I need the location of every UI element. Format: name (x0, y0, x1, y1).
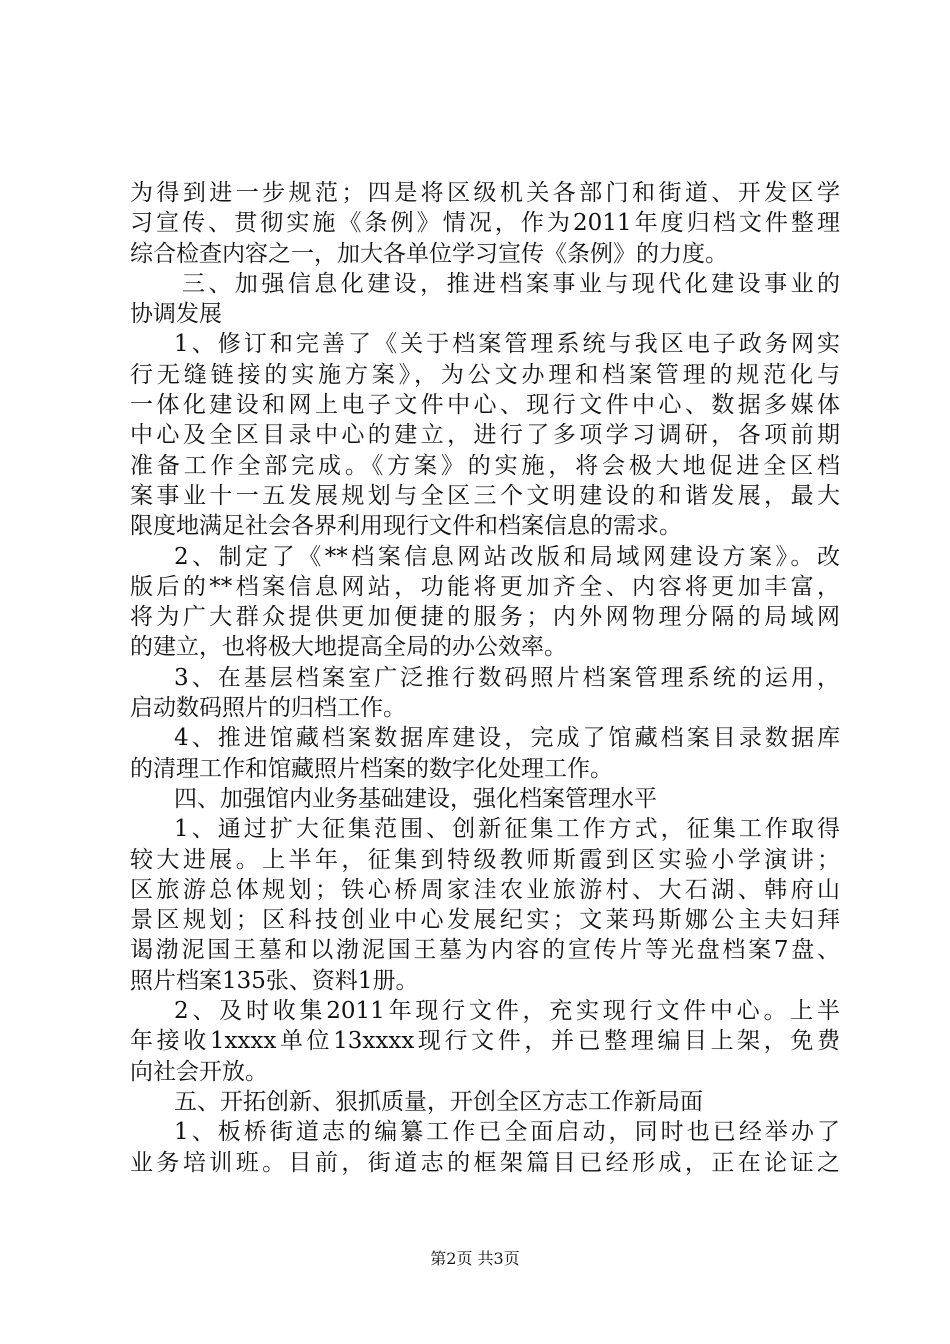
text-line: 2、及时收集2011年现行文件，充实现行文件中心。上半 (174, 998, 840, 1025)
page-footer: 第2页 共3页 (430, 1249, 520, 1268)
text-line: 业务培训班。目前，街道志的框架篇目已经形成，正在论证之 (130, 1149, 840, 1176)
text-line: 限度地满足社会各界利用现行文件和档案信息的需求。 (130, 513, 682, 540)
text-line: 的清理工作和馆藏照片档案的数字化处理工作。 (130, 755, 613, 782)
text-line: 景区规划；区科技创业中心发展纪实；文莱玛斯娜公主夫妇拜 (130, 907, 840, 934)
text-line: 1、修订和完善了《关于档案管理系统与我区电子政务网实 (174, 331, 840, 358)
text-line: 一体化建设和网上电子文件中心、现行文件中心、数据多媒体 (130, 392, 840, 419)
text-line: 为得到进一步规范；四是将区级机关各部门和街道、开发区学 (130, 180, 840, 206)
text-line: 照片档案135张、资料1册。 (130, 967, 419, 994)
text-line: 准备工作全部完成。《方案》的实施，将会极大地促进全区档 (130, 452, 840, 479)
text-line: 谒渤泥国王墓和以渤泥国王墓为内容的宣传片等光盘档案7盘、 (130, 937, 840, 964)
text-line: 启动数码照片的归档工作。 (130, 695, 406, 722)
text-line: 五、开拓创新、狠抓质量，开创全区方志工作新局面 (174, 1088, 703, 1115)
text-line: 4、推进馆藏档案数据库建设，完成了馆藏档案目录数据库 (174, 725, 840, 752)
text-line: 1、板桥街道志的编纂工作已全面启动，同时也已经举办了 (174, 1119, 840, 1146)
text-line: 的建立，也将极大地提高全局的办公效率。 (130, 634, 567, 661)
document-body (130, 178, 840, 1178)
text-line: 2、制定了《**档案信息网站改版和局域网建设方案》。改 (174, 543, 840, 570)
text-line: 较大进展。上半年，征集到特级教师斯霞到区实验小学演讲； (130, 846, 840, 873)
text-line: 案事业十一五发展规划与全区三个文明建设的和谐发展，最大 (130, 482, 840, 509)
text-line: 中心及全区目录中心的建立，进行了多项学习调研，各项前期 (130, 422, 840, 449)
text-line: 3、在基层档案室广泛推行数码照片档案管理系统的运用， (174, 664, 840, 691)
text-line: 习宣传、贯彻实施《条例》情况，作为2011年度归档文件整理 (130, 210, 840, 237)
text-line: 区旅游总体规划；铁心桥周家洼农业旅游村、大石湖、韩府山 (130, 876, 840, 903)
text-line: 三、加强信息化建设，推进档案事业与现代化建设事业的 (182, 270, 840, 297)
text-line: 1、通过扩大征集范围、创新征集工作方式，征集工作取得 (174, 816, 840, 843)
text-line: 四、加强馆内业务基础建设，强化档案管理水平 (174, 785, 657, 812)
text-line: 协调发展 (130, 301, 222, 328)
text-line: 行无缝链接的实施方案》，为公文办理和档案管理的规范化与 (130, 361, 840, 388)
text-line: 综合检查内容之一，加大各单位学习宣传《条例》的力度。 (130, 240, 728, 267)
text-line: 将为广大群众提供更加便捷的服务；内外网物理分隔的局域网 (130, 604, 840, 631)
text-line: 年接收1xxxx单位13xxxx现行文件，并已整理编目上架，免费 (130, 1028, 840, 1055)
text-line: 版后的**档案信息网站，功能将更加齐全、内容将更加丰富， (130, 573, 840, 600)
text-line: 向社会开放。 (130, 1058, 268, 1085)
